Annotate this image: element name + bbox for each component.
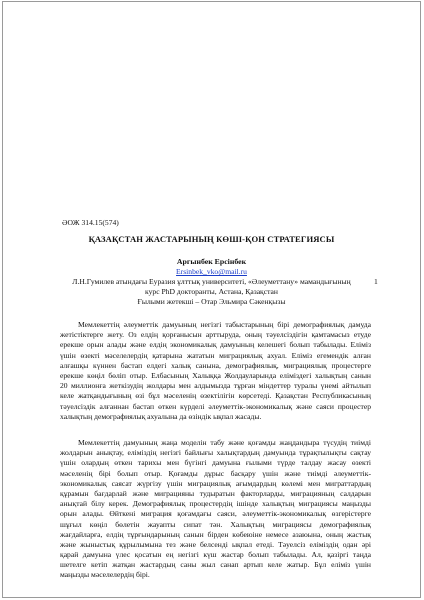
text-line: 20 миллионға жеткізудің жолдары мен алдымызда тұрған міндеттер туралы үнемі айтылып <box>60 381 371 391</box>
text-line: келе жатқандығының өзі бұл мәселенің өзектілігін көрсетеді. Қазақстан Республикасының <box>60 391 371 401</box>
text-line: құрамын бағдарлай және миграцияны тудыратын факторларды, миграцияның салдарын <box>60 488 371 498</box>
text-line: Мемлекеттің әлеуметтік дамуының негізгі табыстарының бірі демографиялық дамуда <box>78 320 371 329</box>
text-line: шетелге кетіп жатқан жастардың саны жыл санап артып келе жатыр. Бұл еліміз үшін <box>60 560 371 570</box>
affiliation-line: курс PhD докторанты, Астана, Қазақстан <box>145 287 278 296</box>
article-title: ҚАЗАҚСТАН ЖАСТАРЫНЫҢ КӨШІ-ҚОН СТРАТЕГИЯСЫ <box>88 234 335 244</box>
text-line: мәселенің бірі болып отыр. Қоғамды дұрыс басқару үшін және тиімді әлеуметтік- <box>60 468 371 478</box>
text-line: анықтай білу керек. Демографиялық процестердің ішінде халықтың миграциясы маңызды <box>60 499 371 509</box>
text-line: орын алады. Өйткені миграция қоғамдағы саяси, әлеуметтік-экономикалық өзгерістерге <box>60 509 371 519</box>
document-page <box>3 2 420 597</box>
text-line: шұғыл көңіл бөлетін жауапты сипат тән. Халықтың миграциясы демографиялық <box>60 519 371 529</box>
udc-code: ӘОЖ 314.15(574) <box>62 218 119 227</box>
text-line: жағдайларға, елдің тұрғындарының санын бірден көбеюіне немесе азаюына, оның жастық <box>60 529 371 539</box>
supervisor-line: Ғылыми жетекші – Отар Эльмира Сәкенқызы <box>137 297 286 306</box>
text-line: жолдарын анықтау, еліміздің негізгі байлығы халықтардың дамуында тұрақтылықты сақтау <box>60 448 371 458</box>
text-line: үшін өзекті мәселелердің қатарына жататын миграциялық ахуал. Еліміз егемендік алған <box>60 350 371 360</box>
text-line: халықтың демографиялық ахуалына да өзіндік ықпал жасады. <box>60 411 262 421</box>
text-line: маңызды мәселелердің бірі. <box>60 570 150 580</box>
text-line: ерекше орын алады және елдің экономикалық дамуының келешегі болып табылады. Еліміз <box>60 340 371 350</box>
text-line: экономикалық саясат жүргізу үшін миграциялық ағымдардың көлемі мен миграттардың <box>60 478 371 488</box>
text-line: Мемлекеттің дамуының жаңа моделін табу және қоғамды жаңдандыра түсудің тиімді <box>78 438 371 447</box>
text-line: тәуелсіздік алғаннан бастап өткен күрделі әлеуметтік-экономикалық және саяси процестер <box>60 401 371 411</box>
text-line: қарай дамуына үлес қосатын ең негізгі күш жастар болып табылады. Ал, қазіргі таңда <box>60 550 371 560</box>
footnote-mark: 1 <box>374 277 378 286</box>
body-paragraph-1 <box>60 320 371 422</box>
text-line: алғашқы күннен бастап елдегі халық санына, демографиялық, миграциялық процестерге <box>60 360 371 370</box>
document-viewer <box>2 1 421 598</box>
author-name: Аргынбек Ерсінбек <box>176 257 247 266</box>
affiliation-line: Л.Н.Гумилев атындағы Еуразия ұлттық университеті, «Әлеуметтану» мамандығының <box>72 277 351 286</box>
text-line: және жыныстық құрылымына тез және белсенді ықпал етеді. Тәуелсіз еліміздің одан әрі <box>60 539 371 549</box>
text-line: жетістіктерге жету. Оз елдің қорғанысын арттыруда, оның тәуелсіздігін қамтамасыз етуде <box>60 330 371 340</box>
text-line: ерекше көңіл бөліп отыр. Елбасының Халыққа Жолдауларында еліміздегі халықтың санын <box>60 370 371 380</box>
body-paragraph-2 <box>60 438 371 581</box>
text-line: үшін олардың өткен тарихы мен бүгінгі дамуына ғылыми түрде талдау жасау өзекті <box>60 458 371 468</box>
author-email-link[interactable]: Ersinbek_vko@mail.ru <box>176 267 247 276</box>
